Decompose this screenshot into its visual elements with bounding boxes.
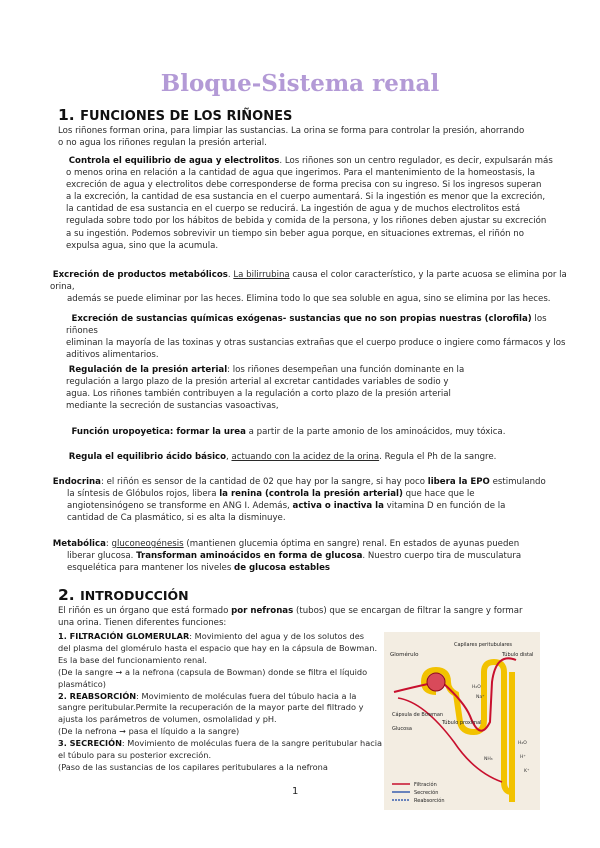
page-number: 1 [292, 786, 299, 797]
function-text: plasmático) [58, 678, 106, 689]
bullet-text: aditivos alimentarios. [66, 350, 159, 361]
document-title: Bloque-Sistema renal [160, 70, 440, 97]
label-h2o-2: H₂O [518, 741, 527, 746]
bullet-bold: Regulación de la presión arterial [68, 365, 228, 375]
bullet-bold: Metabólica [52, 539, 106, 549]
intro-text: El riñón es un órgano que está formado [58, 606, 232, 616]
bullet-text: : [105, 539, 112, 549]
bullet-bold: : formar la urea [169, 427, 246, 437]
bullet-text: (mantienen glucemia óptima en sangre) renal. En estados de ayunas pueden [183, 539, 520, 549]
bullet-blood-pressure [66, 364, 506, 412]
section-2-intro [58, 605, 558, 629]
legend-reabsorption: Reabsorción [414, 798, 445, 804]
function-text: ajusta los parámetros de volumen, osmolalidad y pH. [58, 714, 277, 725]
bullet-text: la síntesis de Glóbulos rojos, libera [67, 489, 220, 500]
bullet-bold: Controla el equilibrio de agua y electrolitos [68, 156, 280, 166]
bullet-exogenous [66, 313, 566, 361]
bullet-text: , [226, 452, 232, 462]
intro-line: Los riñones forman orina, para limpiar las sustancias. La orina se forma para controlar la presión, ahorrando [58, 126, 525, 136]
bullet-bold: Excreción de sustancias químicas exógenas- sustancias que no son propias nuestras (clorofila) [71, 314, 532, 324]
bullet-bold: la renina (controla la presión arterial) [219, 489, 403, 500]
function-text: sangre peritubular.Permite la recuperación de la mayor parte del filtrado y [58, 702, 364, 713]
function-text: (De la nefrona ➞ pasa el líquido a la sangre) [58, 726, 240, 737]
bullet-metabolic-products [50, 269, 570, 305]
section-1-number: 1. [58, 106, 75, 124]
bullet-text: . Los riñones son un centro regulador, es decir, expulsarán más [279, 156, 553, 166]
bullet-text: : el riñón es sensor de la cantidad de 02 que hay por la sangre, si hay poco [100, 477, 428, 487]
bullet-metabolic [50, 538, 570, 574]
function-title: 1. FILTRACIÓN GLOMERULAR [58, 631, 190, 641]
function-text: (De la sangre ➞ a la nefrona (capsula de Bowman) donde se filtra el líquido [58, 666, 368, 677]
bullet-text: que hace que le [402, 489, 475, 500]
function-text: Es la base del funcionamiento renal. [58, 654, 208, 665]
label-tubulo-distal: Túbulo distal [502, 652, 534, 658]
intro-line: o no agua los riñones regulan la presión arterial. [58, 138, 267, 149]
function-text: (Paso de las sustancias de los capilares peritubulares a la nefrona [58, 761, 328, 772]
section-2-title: INTRODUCCIÓN [80, 588, 189, 603]
bullet-uropoietic [66, 426, 566, 438]
bullet-text: causa el color característico, y la parte acuosa se elimina por la orina, [50, 270, 567, 293]
bullet-text: eliminan la mayoría de las toxinas y otras sustancias extrañas que el cuerpo produce o ingiere como fármacos y los [66, 338, 566, 349]
section-2-number: 2. [58, 586, 75, 604]
bullet-text: . Nuestro cuerpo tira de musculatura [362, 551, 522, 562]
function-text: el túbulo para su posterior excreción. [58, 750, 212, 761]
glomerulus-shape [427, 673, 445, 691]
bullet-text: . Regula el Ph de la sangre. [379, 452, 497, 462]
bullet-text: regulada sobre todo por los hábitos de bebida y comida de la persona, y los riñones deben ajustar su excreción [66, 216, 547, 227]
label-k: K⁺ [524, 769, 530, 774]
bullet-bold: Endocrina [52, 477, 101, 487]
label-h2o-1: H₂O [472, 685, 481, 690]
bullet-endocrine [50, 476, 570, 524]
section-2-heading [58, 586, 189, 604]
bullet-text: la cantidad de esa sustancia en el cuerpo se reducirá. La ingestión de agua y de muchos electrolitos está [66, 204, 521, 215]
bullet-underlined: gluconeogénesis [111, 539, 184, 549]
bullet-underlined: La bilirrubina [233, 270, 290, 280]
section-1-intro [58, 125, 524, 149]
bullet-text: agua. Los riñones también contribuyen a la regulación a corto plazo de la presión arterial [66, 389, 451, 400]
bullet-bold: Excreción de productos metabólicos [52, 270, 228, 280]
bullet-text: a la excreción, la cantidad de esa sustancia en el cuerpo aumentará. Si la ingestión es menor que la excreción, [66, 192, 546, 203]
bullet-text: a partir de la parte amonio de los aminoácidos, muy tóxica. [245, 427, 506, 437]
function-title: 3. SECRECIÓN [58, 738, 122, 749]
figure-legend [392, 781, 445, 804]
bullet-bold: Función uropoyetica [71, 427, 170, 437]
label-capilares: Capilares peritubulares [454, 642, 513, 648]
bullet-underlined: actuando con la acidez de la orina [231, 452, 380, 462]
bullet-acid-base [66, 451, 566, 463]
function-text: : Movimiento de moléculas fuera del túbulo hacia a la [136, 690, 357, 701]
function-title: 2. REABSORCIÓN [58, 690, 137, 701]
label-hplus: H⁺ [520, 755, 526, 760]
bullet-text: angiotensinógeno se transforme en ANG I. Además, [67, 501, 293, 512]
section-2-functions [58, 631, 388, 774]
bullet-text: : los riñones desempeñan una función dominante en la [227, 365, 465, 375]
bullet-text: mediante la secreción de sustancias vasoactivas, [66, 401, 279, 412]
label-capsula: Cápsula de Bowman [392, 712, 444, 718]
bullet-text: estimulando [489, 477, 546, 487]
bullet-text: a su ingestión. Podemos sobrevivir un tiempo sin beber agua porque, en situaciones extremas, el riñón no [66, 228, 525, 239]
intro-bold: por nefronas [231, 606, 294, 616]
bullet-text: cantidad de Ca plasmático, si es alta la disminuye. [67, 513, 286, 524]
legend-secretion: Secreción [414, 790, 439, 796]
bullet-text: regulación a largo plazo de la presión arterial al excretar cantidades variables de sodio y [66, 377, 449, 388]
function-text: : Movimiento de moléculas fuera de la sangre peritubular hacia [121, 738, 383, 749]
bullet-text: además se puede eliminar por las heces. Elimina todo lo que sea soluble en agua, sino se elimina por las heces. [67, 294, 551, 305]
label-nh3: NH₃ [484, 757, 493, 762]
bullet-text: los riñones [66, 314, 547, 337]
bullet-bold: Regula el equilibrio ácido básico [68, 452, 227, 462]
bullet-text: expulsa agua, sino que la acumula. [66, 240, 219, 251]
bullet-text: excreción de agua y electrolitos debe corresponderse de forma precisa con su ingreso. Si los ingresos superan [66, 180, 542, 191]
section-1-heading [58, 106, 292, 124]
legend-filtration: Filtración [414, 782, 437, 788]
bullet-text: liberar glucosa. [67, 551, 137, 562]
bullet-text: o menos orina en relación a la cantidad de agua que ingerimos. Para el mantenimiento de la homeostasis, la [66, 168, 536, 179]
bullet-text: vitamina D en función de la [383, 501, 506, 512]
section-1-title: FUNCIONES DE LOS RIÑONES [80, 109, 293, 124]
label-glomerulo: Glomérulo [390, 652, 419, 658]
label-na: Na⁺ [476, 695, 485, 700]
bullet-text: . [227, 270, 234, 280]
bullet-bold: activa o inactiva la [292, 501, 384, 512]
intro-text: (tubos) que se encargan de filtrar la sangre y formar [293, 606, 523, 616]
bullet-bold: Transforman aminoácidos en forma de glucosa [136, 551, 363, 562]
intro-text: una orina. Tienen diferentes funciones: [58, 618, 227, 629]
bullet-water-electrolytes [66, 155, 556, 252]
label-glucosa: Glucosa [392, 726, 412, 732]
label-tubulo-proximal: Túbulo proximal [442, 720, 482, 726]
bullet-bold: de glucosa estables [234, 563, 331, 574]
bullet-bold: libera la EPO [427, 477, 490, 487]
function-text: : Movimiento del agua y de los solutos des [189, 631, 365, 641]
bullet-text: esquelética para mantener los niveles [67, 563, 235, 574]
function-text: del plasma del glomérulo hasta el espacio que hay en la cápsula de Bowman. [58, 642, 378, 653]
nephron-diagram [384, 632, 540, 810]
